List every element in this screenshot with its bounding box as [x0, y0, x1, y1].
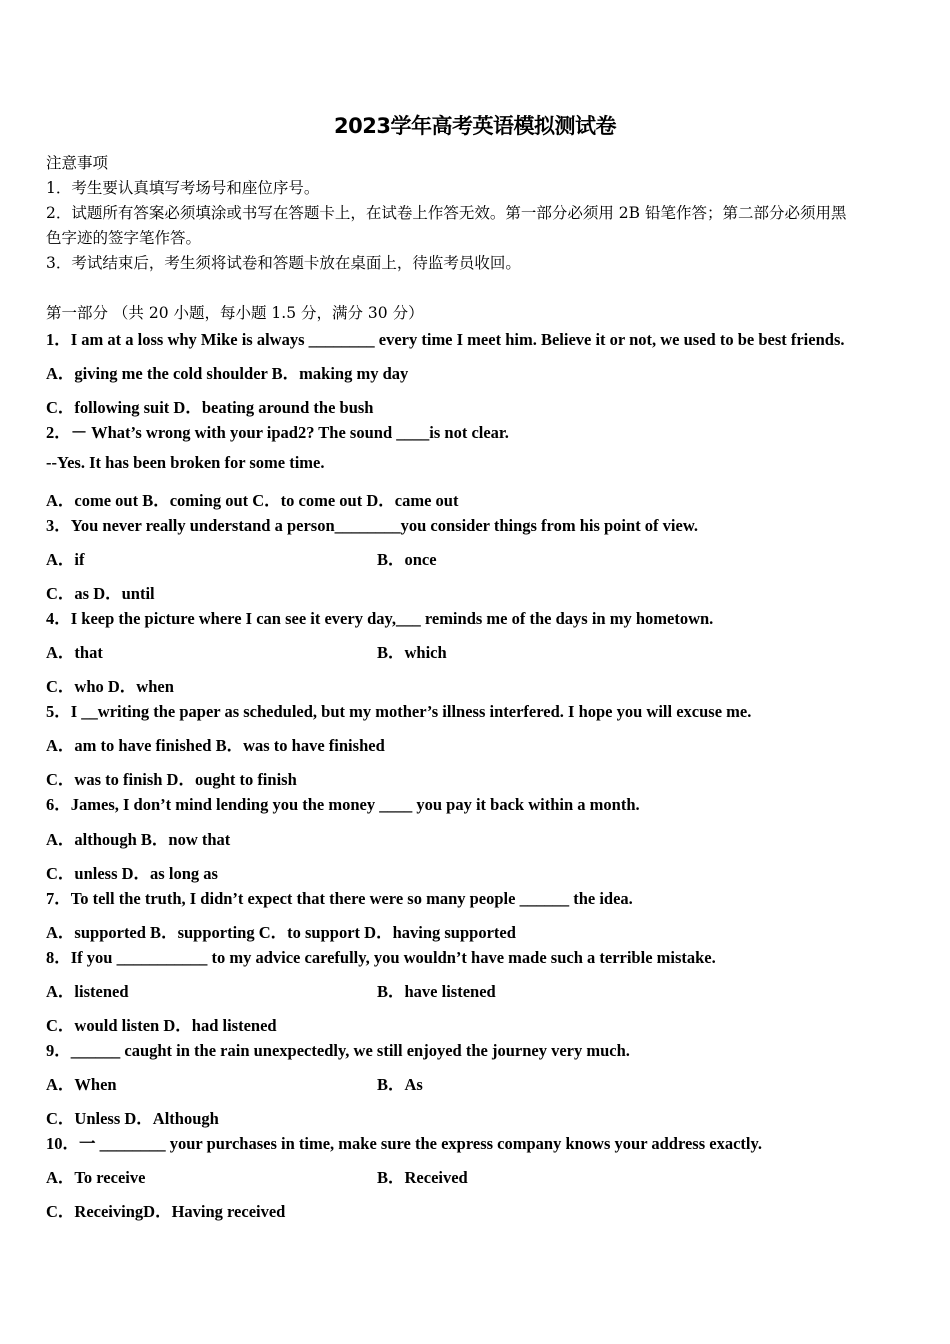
notice-item: 2．试题所有答案必须填涂或书写在答题卡上，在试卷上作答无效。第一部分必须用 2B 铅笔作答；第二部分必须用黑: [46, 204, 847, 222]
question-options: A．supported B．supporting C．to support D．having supported: [46, 923, 516, 942]
question-options: C．was to finish D．ought to finish: [46, 770, 297, 789]
notice-item: 3．考试结束后，考生须将试卷和答题卡放在桌面上，待监考员收回。: [46, 254, 521, 272]
question-options: A．am to have finished B．was to have finished: [46, 736, 385, 755]
option-a: A．listened: [46, 982, 129, 1001]
option-b: B．once: [377, 550, 437, 569]
option-a: A．if: [46, 550, 85, 569]
question-options: C．would listen D．had listened: [46, 1016, 277, 1035]
page-title: 2023学年高考英语模拟测试卷: [334, 114, 616, 138]
option-a: A．To receive: [46, 1168, 146, 1187]
question-stem: 10．一 ________ your purchases in time, make sure the express company knows your address exactly.: [46, 1134, 762, 1153]
option-b: B．As: [377, 1075, 423, 1094]
notice-heading: 注意事项: [46, 154, 109, 172]
question-options: C．Unless D．Although: [46, 1109, 219, 1128]
option-b: B．which: [377, 643, 447, 662]
question-options: A．come out B．coming out C．to come out D．came out: [46, 491, 459, 510]
question-options: C．ReceivingD．Having received: [46, 1202, 286, 1221]
question-dialogue: --Yes. It has been broken for some time.: [46, 453, 325, 472]
question-options: C．unless D．as long as: [46, 864, 218, 883]
question-stem: 8．If you ___________ to my advice carefully, you wouldn’t have made such a terrible mistake.: [46, 948, 716, 967]
question-stem: 1．I am at a loss why Mike is always ________ every time I meet him. Believe it or not, we used to be best friends.: [46, 330, 845, 349]
question-options: A．giving me the cold shoulder B．making my day: [46, 364, 409, 383]
question-options: C．as D．until: [46, 584, 155, 603]
question-options: C．who D．when: [46, 677, 174, 696]
option-a: A．that: [46, 643, 103, 662]
question-stem: 6．James, I don’t mind lending you the money ____ you pay it back within a month.: [46, 795, 640, 814]
question-stem: 3．You never really understand a person________you consider things from his point of view.: [46, 516, 698, 535]
question-options: C．following suit D．beating around the bush: [46, 398, 374, 417]
question-stem: 9．______ caught in the rain unexpectedly, we still enjoyed the journey very much.: [46, 1041, 630, 1060]
option-b: B．Received: [377, 1168, 468, 1187]
question-stem: 4．I keep the picture where I can see it every day,___ reminds me of the days in my hometown.: [46, 609, 714, 628]
question-stem: 7．To tell the truth, I didn’t expect that there were so many people ______ the idea.: [46, 889, 633, 908]
notice-item: 色字迹的签字笔作答。: [46, 229, 202, 247]
option-a: A．When: [46, 1075, 117, 1094]
section-heading: 第一部分 （共 20 小题，每小题 1.5 分，满分 30 分）: [46, 304, 424, 322]
question-stem: 5．I __writing the paper as scheduled, but my mother’s illness interfered. I hope you will excuse me.: [46, 702, 752, 721]
question-stem: 2．－ What’s wrong with your ipad2? The sound ____is not clear.: [46, 423, 509, 442]
option-b: B．have listened: [377, 982, 496, 1001]
question-options: A．although B．now that: [46, 830, 231, 849]
notice-item: 1．考生要认真填写考场号和座位序号。: [46, 179, 320, 197]
